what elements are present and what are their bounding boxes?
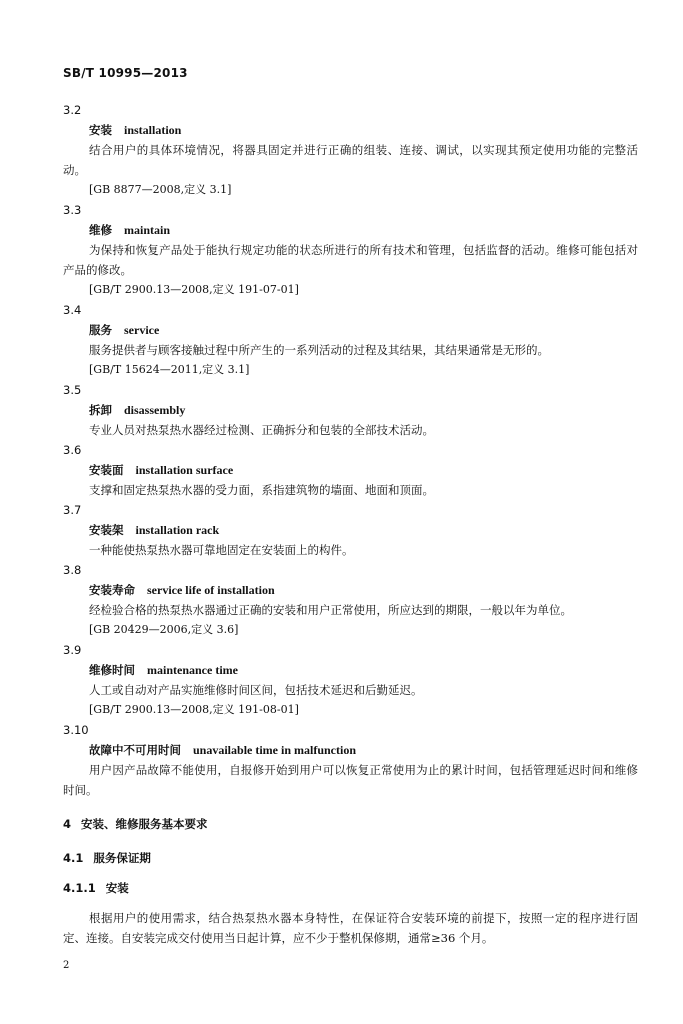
term-cn: 安装寿命 [89,583,135,597]
subsection-title: 服务保证期 [93,851,151,865]
term-source: [GB/T 2900.13—2008,定义 191-07-01] [89,283,299,296]
clause-number: 3.8 [63,563,82,577]
section-heading [63,814,638,834]
term-definition: 用户因产品故障不能使用，自报修开始到用户可以恢复正常使用为止的累计时间，包括管理延迟时间和维修时间。 [63,763,638,797]
body-paragraph: 根据用户的使用需求，结合热泵热水器本身特性，在保证符合安装环境的前提下，按照一定的程序进行固定、连接。自安装完成交付使用当日起计算，应不少于整机保修期，通常≥36 个月。 [63,911,638,945]
term-definition: 专业人员对热泵热水器经过检测、正确拆分和包装的全部技术活动。 [89,423,434,437]
term-cn: 服务 [89,323,112,337]
term-heading [89,740,638,760]
clause-number: 3.7 [63,503,82,517]
term-cn: 维修时间 [89,663,135,677]
term-definition: 支撑和固定热泵热水器的受力面，系指建筑物的墙面、地面和顶面。 [89,483,434,497]
subsection-heading [63,848,638,868]
term-definition: 服务提供者与顾客接触过程中所产生的一系列活动的过程及其结果，其结果通常是无形的。 [89,343,549,357]
term-heading [89,220,638,240]
term-cn: 安装面 [89,463,124,477]
clause-number: 3.3 [63,203,82,217]
term-source: [GB 20429—2006,定义 3.6] [89,623,239,636]
clause-number: 3.5 [63,383,82,397]
standard-code-header: SB/T 10995—2013 [63,66,188,80]
term-en: disassembly [124,403,186,417]
term-entry [63,200,638,300]
term-definition: 人工或自动对产品实施维修时间区间，包括技术延迟和后勤延迟。 [89,683,423,697]
term-heading [89,460,638,480]
term-cn: 维修 [89,223,112,237]
clause-number: 3.10 [63,723,89,737]
term-cn: 安装 [89,123,112,137]
term-entry [63,720,638,800]
term-heading [89,400,638,420]
clause-number: 3.6 [63,443,82,457]
term-en: service [124,323,160,337]
term-en: maintain [124,223,171,237]
clause-number: 3.2 [63,103,82,117]
term-definition: 一种能使热泵热水器可靠地固定在安装面上的构件。 [89,543,354,557]
page-number: 2 [63,960,70,971]
subsubsection-number: 4.1.1 [63,881,96,895]
section-number: 4 [63,817,72,831]
term-definition: 为保持和恢复产品处于能执行规定功能的状态所进行的所有技术和管理，包括监督的活动。维修可能包括对产品的修改。 [63,243,638,277]
term-entry [63,300,638,380]
term-en: unavailable time in malfunction [193,743,357,757]
term-entry [63,100,638,200]
term-source: [GB 8877—2008,定义 3.1] [89,183,232,196]
term-entry [63,640,638,720]
term-en: maintenance time [147,663,238,677]
document-body [63,100,638,960]
subsection-number: 4.1 [63,851,84,865]
term-en: service life of installation [147,583,275,597]
clause-number: 3.9 [63,643,82,657]
term-en: installation rack [135,523,220,537]
subsubsection-title: 安装 [105,881,129,895]
term-en: installation surface [135,463,234,477]
term-source: [GB/T 15624—2011,定义 3.1] [89,363,250,376]
term-entry [63,560,638,640]
term-heading [89,320,638,340]
term-heading [89,120,638,140]
term-entry [63,380,638,440]
section-title: 安装、维修服务基本要求 [81,817,208,831]
term-en: installation [124,123,182,137]
clause-number: 3.4 [63,303,82,317]
term-entry [63,500,638,560]
term-source: [GB/T 2900.13—2008,定义 191-08-01] [89,703,299,716]
term-heading [89,660,638,680]
term-definition: 结合用户的具体环境情况，将器具固定并进行正确的组装、连接、调试，以实现其预定使用功能的完整活动。 [63,143,638,177]
subsubsection-heading [63,878,638,898]
term-entry [63,440,638,500]
term-heading [89,520,638,540]
term-cn: 故障中不可用时间 [89,743,181,757]
term-definition: 经检验合格的热泵热水器通过正确的安装和用户正常使用，所应达到的期限，一般以年为单位。 [89,603,572,617]
term-cn: 安装架 [89,523,124,537]
term-cn: 拆卸 [89,403,112,417]
term-heading [89,580,638,600]
